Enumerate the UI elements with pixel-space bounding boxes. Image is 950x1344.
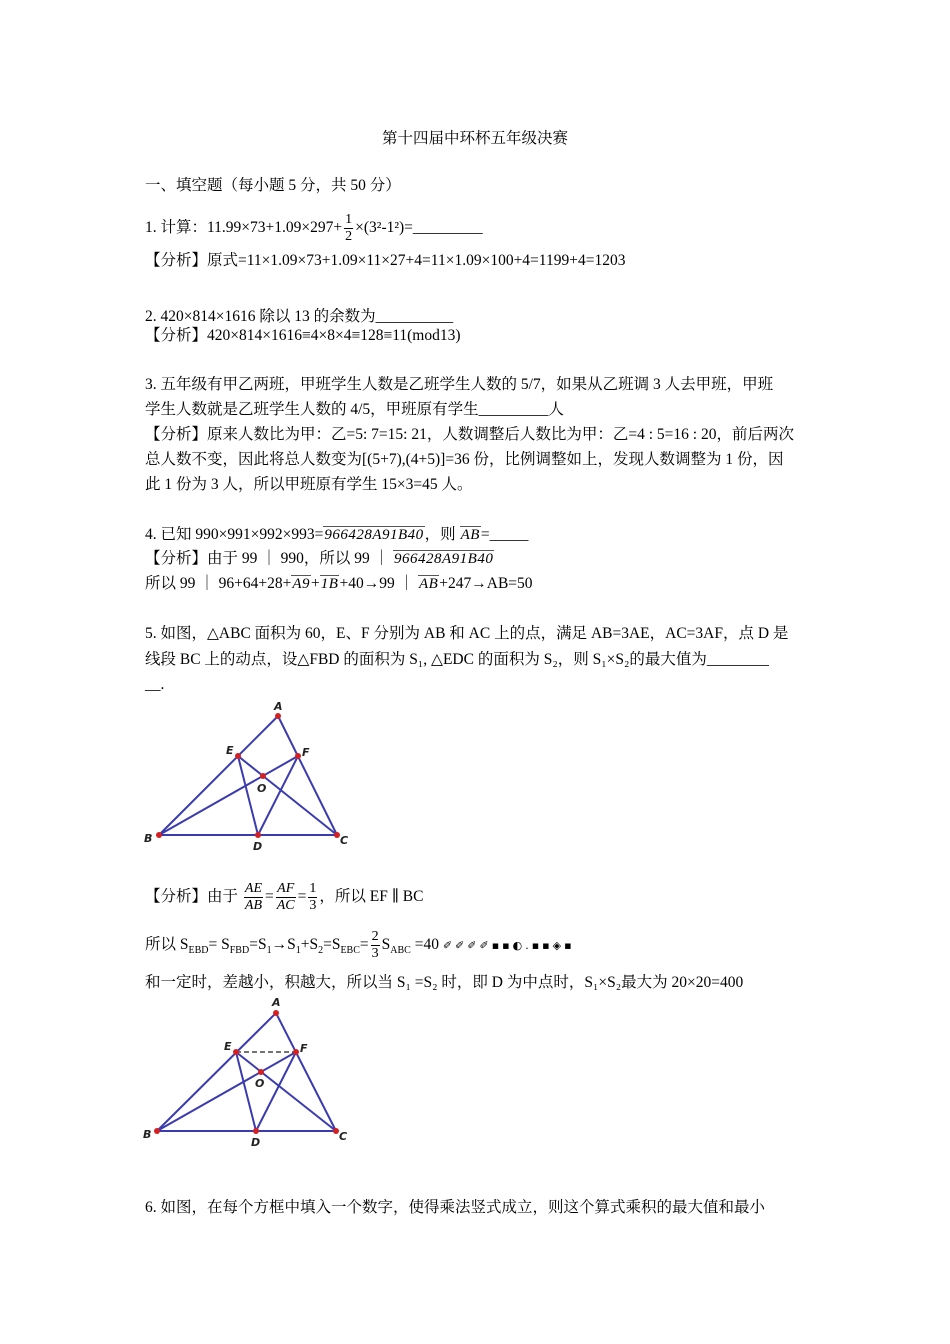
- q5-a2-sub6: EBC: [340, 945, 360, 957]
- fig1-points: [156, 713, 340, 838]
- fig2-point-b: [154, 1128, 160, 1134]
- q5-frac-ae-ab: [244, 881, 263, 914]
- fig2-point-e: [233, 1049, 239, 1055]
- fig2-point-o: [258, 1069, 264, 1075]
- q5-analysis-line1: [145, 880, 423, 914]
- fig2-label-e: E: [224, 1040, 232, 1053]
- fig1-point-o: [260, 773, 266, 779]
- q5-a2-t4: +S: [300, 936, 319, 953]
- q5-a2-sub1: EBD: [188, 945, 209, 957]
- q4-1b: 1B: [320, 576, 339, 592]
- q5-frac-one-third: [308, 881, 317, 914]
- q5-a2-t8: =40: [414, 936, 439, 953]
- q5-analysis-line3: 和一定时，差越小，积越大，所以当 S₁ =S₂ 时，即 D 为中点时，S₁×S₂最大为 20×20=400: [145, 974, 744, 991]
- question-3-line1: 3. 五年级有甲乙两班，甲班学生人数是乙班学生人数的 5/7，如果从乙班调 3 人去甲班，甲班: [145, 376, 774, 393]
- q5-a2-t3: →S: [271, 936, 296, 953]
- fig2-point-a: [273, 1010, 279, 1016]
- fig2-point-f: [293, 1049, 299, 1055]
- q1-suffix: ×(3²-1²)=_________: [355, 219, 483, 237]
- q4-a1-number: 966428A91B40: [394, 551, 494, 567]
- fig1-point-a: [275, 713, 281, 719]
- fig2-label-d: D: [251, 1136, 261, 1149]
- q5-frac-two: 2: [371, 928, 379, 944]
- fig2-label-b: B: [143, 1128, 152, 1141]
- q5-frac-one: 1: [309, 880, 317, 896]
- question-5-line2: 线段 BC 上的动点，设△FBD 的面积为 S₁, △EDC 的面积为 S₂，则 S₁×S₂的最大值为________: [145, 651, 769, 668]
- q3-analysis-line2: 总人数不变，因此将总人数变为[(5+7),(4+5)]=36 份，比例调整如上，发现人数调整为 1 份，因: [145, 451, 784, 468]
- question-5-line3: __.: [145, 676, 165, 693]
- q5-a1-prefix: 【分析】由于: [145, 888, 239, 905]
- q4-a2-suffix: +247→AB=50: [439, 575, 533, 592]
- q5-analysis-line2: [145, 928, 575, 968]
- fig1-label-b: B: [144, 832, 153, 845]
- question-1: [145, 212, 483, 245]
- q1-fraction: [344, 212, 353, 245]
- fig2-label-f: F: [300, 1042, 308, 1055]
- q4-a2-mid: +40→99 ｜: [339, 575, 415, 592]
- fig1-point-e: [235, 753, 241, 759]
- q1-frac-den: 2: [345, 229, 353, 244]
- q5-frac-ae: AE: [244, 880, 262, 896]
- question-2: 2. 420×814×1616 除以 13 的余数为__________: [145, 308, 454, 325]
- fig2-points: [154, 1010, 339, 1134]
- section-heading: 一、填空题（每小题 5 分，共 50 分）: [145, 177, 401, 194]
- q5-eq1: =: [265, 888, 274, 905]
- q5-a2-t1: = S: [208, 936, 230, 953]
- q4-ab: AB: [460, 527, 480, 543]
- q5-a2-sub5: 2: [318, 945, 324, 957]
- q4-number: 966428A91B40: [324, 527, 424, 543]
- q5-frac-three-b: 3: [371, 945, 379, 961]
- q5-frac-af: AF: [277, 880, 295, 896]
- q4-mid: ，则: [424, 526, 456, 543]
- q5-a2-sub3: 1: [266, 945, 272, 957]
- q1-analysis: 【分析】原式=11×1.09×73+1.09×11×27+4=11×1.09×100+4=1199+4=1203: [145, 252, 626, 269]
- fig1-label-o: O: [257, 782, 267, 795]
- q1-frac-num: 1: [345, 212, 353, 227]
- question-4: [145, 525, 528, 545]
- q4-a1-prefix: 【分析】由于 99 ｜ 990，所以 99 ｜: [145, 550, 390, 567]
- page-title: 第十四届中环杯五年级决赛: [381, 130, 568, 147]
- q5-a2-t0: 所以 S: [145, 936, 189, 953]
- q5-a1-suffix: ，所以 EF ∥ BC: [319, 888, 424, 905]
- triangle-figure-1: [140, 698, 360, 858]
- fig1-label-d: D: [253, 840, 263, 853]
- fig1-label-a: A: [274, 700, 283, 713]
- q5-a2-t2: =S: [249, 936, 267, 953]
- garbled-symbols: ✐✐✐✐▪▪◐.▪▪◈▪: [442, 939, 575, 952]
- q1-prefix: 1. 计算：11.99×73+1.09×297+: [145, 219, 343, 237]
- fig1-point-d: [255, 832, 261, 838]
- fig2-lines: [157, 1013, 336, 1131]
- fig1-label-f: F: [302, 746, 310, 759]
- q4-suffix: =_____: [480, 526, 529, 543]
- q5-frac-af-ac: [276, 881, 296, 914]
- q5-a2-t6: =: [359, 936, 369, 953]
- q5-a2-t5: =S: [323, 936, 341, 953]
- q5-frac-two-thirds: [371, 929, 380, 962]
- q4-a2-ab: AB: [418, 576, 439, 592]
- q4-a9: A9: [292, 576, 311, 592]
- q5-a2-sub4: 1: [295, 945, 301, 957]
- fig1-label-e: E: [226, 744, 234, 757]
- fig1-seg-ec: [238, 756, 337, 835]
- question-5-line1: 5. 如图，△ABC 面积为 60，E、F 分别为 AB 和 AC 上的点，满足 AB=3AE，AC=3AF，点 D 是: [145, 625, 789, 642]
- q4-analysis-line1: [145, 549, 494, 569]
- fig1-seg-ed: [238, 756, 258, 835]
- fig2-label-c: C: [339, 1130, 348, 1143]
- fig1-point-f: [295, 753, 301, 759]
- q5-frac-ab: AB: [244, 897, 262, 913]
- fig1-side-ac: [278, 716, 337, 835]
- q4-plus: +: [311, 575, 320, 592]
- q4-prefix: 4. 已知 990×991×992×993=: [145, 526, 324, 543]
- q5-eq2: =: [297, 888, 307, 905]
- q4-a2-prefix: 所以 99 ｜ 96+64+28+: [145, 575, 292, 592]
- q3-analysis-line3: 此 1 份为 3 人，所以甲班原有学生 15×3=45 人。: [145, 476, 473, 493]
- q5-frac-ac: AC: [276, 897, 295, 913]
- q4-analysis-line2: [145, 574, 533, 594]
- q2-analysis: 【分析】420×814×1616≡4×8×4≡128≡11(mod13): [145, 327, 461, 344]
- fig2-point-d: [253, 1128, 259, 1134]
- q5-a2-sub7: ABC: [390, 945, 411, 957]
- fig2-seg-ec: [236, 1052, 336, 1131]
- triangle-figure-2: [140, 995, 360, 1155]
- question-6-line1: 6. 如图，在每个方框中填入一个数字，使得乘法竖式成立，则这个算式乘积的最大值和最小: [145, 1199, 766, 1216]
- fig2-seg-ed: [236, 1052, 256, 1131]
- q5-frac-three: 3: [309, 897, 317, 913]
- fig1-point-b: [156, 832, 162, 838]
- q5-a2-sub2: FBD: [229, 945, 250, 957]
- q5-a2-t7: S: [381, 936, 391, 953]
- fig1-lines: [159, 716, 337, 835]
- fig2-label-a: A: [272, 996, 281, 1009]
- question-3-line2: 学生人数就是乙班学生人数的 4/5，甲班原有学生_________人: [145, 401, 564, 418]
- fig2-label-o: O: [255, 1077, 265, 1090]
- fig1-label-c: C: [340, 834, 349, 847]
- q3-analysis-line1: 【分析】原来人数比为甲：乙=5: 7=15: 21，人数调整后人数比为甲：乙=4 : 5=16 : 20，前后两次: [145, 426, 794, 443]
